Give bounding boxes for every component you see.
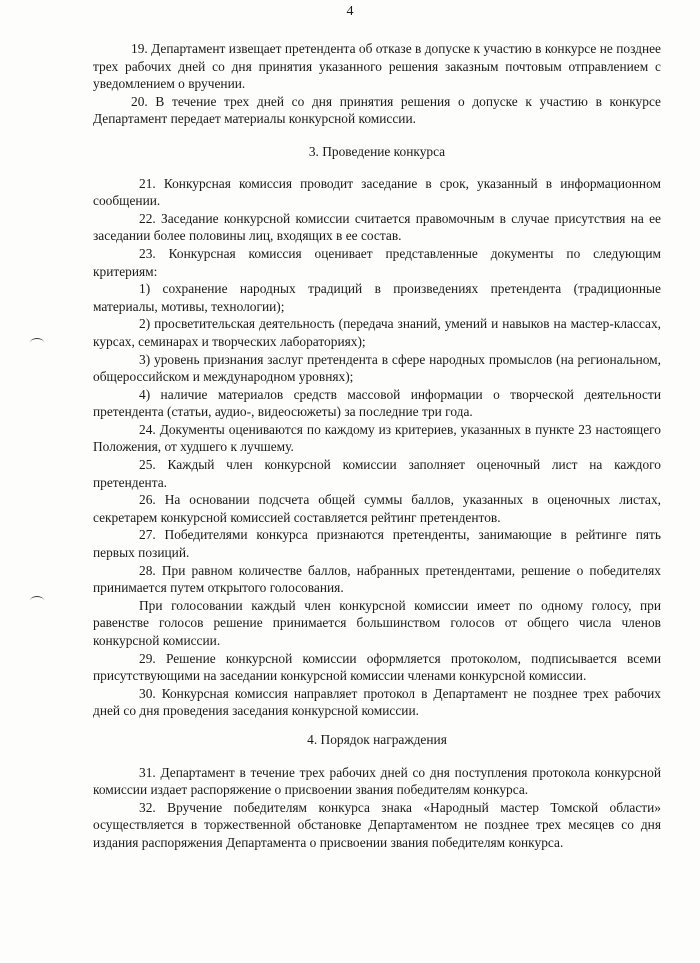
paragraph-32: 32. Вручение победителям конкурса знака «Народный мастер Томской области» осуществляется в торжественной обстановке Департаментом не позднее трех месяцев со дня издания распоряжения Департамента о присвоении звания победителям конкурса. <box>93 799 661 850</box>
paragraph-28: 28. При равном количестве баллов, набранных претендентами, решение о победителях принимается путем открытого голосования. <box>93 562 661 596</box>
section-3-heading: 3. Проведение конкурса <box>308 143 446 159</box>
paragraph-24: 24. Документы оцениваются по каждому из критериев, указанных в пункте 23 настоящего Положения, от худшего к лучшему. <box>93 421 661 455</box>
paragraph-31: 31. Департамент в течение трех рабочих дней со дня поступления протокола конкурсной комиссии издает распоряжение о присвоении звания победителям конкурса. <box>93 764 661 798</box>
page-number: 4 <box>346 4 354 19</box>
paragraph-20: 20. В течение трех дней со дня принятия решения о допуске к участию в конкурсе Департамент передает материалы конкурсной комиссии. <box>93 93 661 127</box>
paragraph-25: 25. Каждый член конкурсной комиссии заполняет оценочный лист на каждого претендента. <box>93 457 661 490</box>
criterion-2: 2) просветительская деятельность (передача знаний, умений и навыков на мастер-классах, курсах, семинарах и творческих лабораториях); <box>93 316 661 349</box>
document-body <box>93 40 661 852</box>
paragraph-22: 22. Заседание конкурсной комиссии считается правомочным в случае присутствия на ее заседании более половины лиц, входящих в ее состав. <box>93 210 661 244</box>
paragraph-29: 29. Решение конкурсной комиссии оформляется протоколом, подписывается всеми присутствующими на заседании конкурсной комиссии членами конкурсной комиссии. <box>93 650 661 684</box>
paragraph-30: 30. Конкурсная комиссия направляет протокол в Департамент не позднее трех рабочих дней со дня проведения заседания конкурсной комиссии. <box>93 685 661 719</box>
paragraph-21: 21. Конкурсная комиссия проводит заседание в срок, указанный в информационном сообщении. <box>93 175 661 209</box>
margin-pencil-mark <box>30 338 44 347</box>
criterion-4: 4) наличие материалов средств массовой информации о творческой деятельности претендента (статьи, аудио-, видеосюжеты) за последние три года. <box>93 386 661 420</box>
section-4-heading: 4. Порядок награждения <box>307 731 447 747</box>
criterion-1: 1) сохранение народных традиций в произведениях претендента (традиционные материалы, мотивы, технологии); <box>93 281 661 314</box>
paragraph-27: 27. Победителями конкурса признаются претенденты, занимающие в рейтинге пять первых позиций. <box>93 527 661 561</box>
paragraph-23: 23. Конкурсная комиссия оценивает представленные документы по следующим критериям: <box>93 245 661 279</box>
margin-pencil-mark <box>30 596 44 605</box>
paragraph-26: 26. На основании подсчета общей суммы баллов, указанных в оценочных листах, секретарем конкурсной комиссией составляется рейтинг претендентов. <box>93 492 661 525</box>
paragraph-28-voting: При голосовании каждый член конкурсной комиссии имеет по одному голосу, при равенстве голосов решение принимается большинством голосов от общего числа членов конкурсной комиссии. <box>93 597 661 648</box>
criterion-3: 3) уровень признания заслуг претендента в сфере народных промыслов (на региональном, общероссийском и международном уровнях); <box>93 351 661 385</box>
paragraph-19: 19. Департамент извещает претендента об отказе в допуске к участию в конкурсе не позднее трех рабочих дней со дня принятия указанного решения заказным почтовым отправлением с уведомлением о вручении. <box>93 41 661 92</box>
